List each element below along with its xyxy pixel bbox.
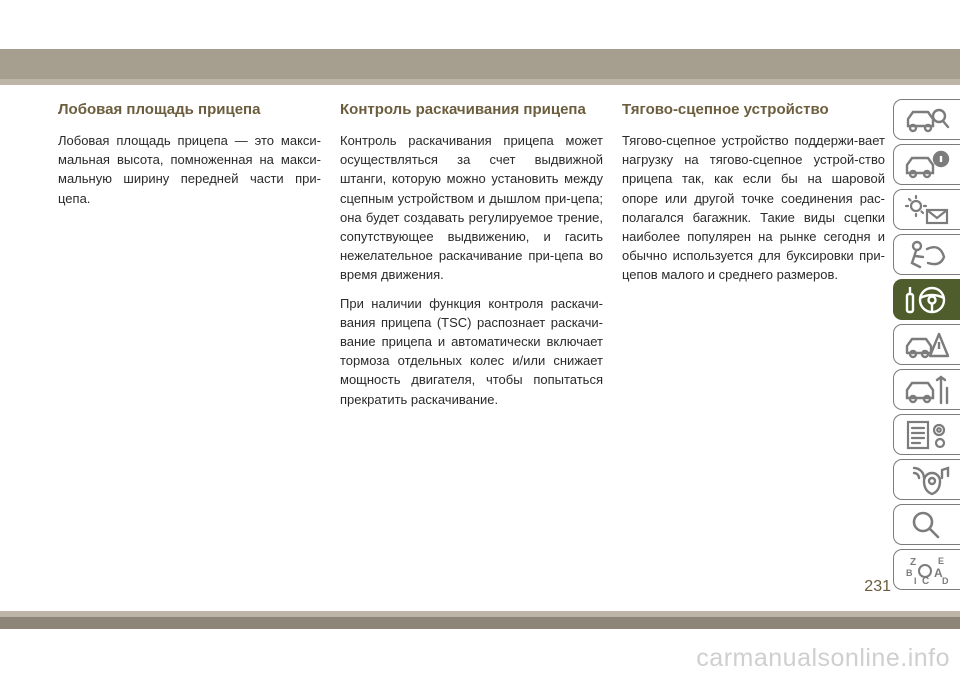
tab-airbag[interactable]: [893, 234, 960, 275]
svg-text:E: E: [938, 555, 945, 566]
svg-text:C: C: [922, 575, 930, 586]
section-paragraph: Контроль раскачивания прицепа может осуществляться за счет выдвижной штанги, которую можно установить между сцепным устройством и дышлом при-цепа; она будет создавать регулируемое трение, сопутствующее выдвижению, и гасить нежелательное раскачивание при-цепа во время движения.: [340, 133, 603, 283]
tab-roadside-warning[interactable]: [893, 324, 960, 365]
section-paragraph: При наличии функция контроля раскачи-вания прицепа (TSC) распознает раскачи-вание прицепа и автоматически включает тормоза отдельных колес и/или снижает мощность двигателя, чтобы попытаться прекратить раскачивание.: [340, 295, 603, 407]
tab-index-search[interactable]: [893, 504, 960, 545]
index-search-icon: [904, 509, 950, 541]
section-title: Лобовая площадь прицепа: [58, 101, 261, 118]
section-title: Тягово-сцепное устройство: [622, 101, 829, 118]
car-info-icon: [904, 149, 950, 181]
car-service-icon: [904, 374, 950, 406]
warning-lights-icon: [904, 194, 950, 226]
watermark: carmanualsonline.info: [696, 644, 950, 672]
tab-car-info[interactable]: [893, 144, 960, 185]
car-search-icon: [904, 104, 950, 136]
roadside-warning-icon: [904, 329, 950, 361]
tab-starting-operating[interactable]: [893, 279, 960, 320]
footer-band: [0, 617, 960, 629]
section-hitch: [622, 101, 885, 294]
section-frontal-area: [58, 101, 321, 217]
svg-text:Z: Z: [910, 556, 917, 568]
svg-text:D: D: [942, 575, 949, 586]
header-band: [0, 49, 960, 79]
svg-text:B: B: [906, 567, 913, 578]
alphabet-index-icon: [904, 554, 950, 586]
specifications-icon: [904, 419, 950, 451]
multimedia-icon: [904, 464, 950, 496]
svg-text:I: I: [914, 575, 917, 586]
section-sway-control: [340, 101, 603, 418]
tab-warning-lights[interactable]: [893, 189, 960, 230]
tab-multimedia[interactable]: [893, 459, 960, 500]
section-paragraph: Тягово-сцепное устройство поддержи-вает нагрузку на тягово-сцепное устрой-ство прицепа так, как если бы на шаровой опоре или другой точке соединения рас-полагался багажник. Такие виды сцепки наиболее популярен на рынке сегодня и обычно используется для буксировки при-цепов малого и среднего размеров.: [622, 133, 885, 283]
tab-alphabet-index[interactable]: [893, 549, 960, 590]
airbag-icon: [904, 239, 950, 271]
svg-text:A: A: [934, 565, 943, 580]
key-steering-wheel-icon: [904, 284, 950, 316]
page-number: 231: [864, 578, 891, 595]
tab-car-search[interactable]: [893, 99, 960, 140]
tab-specifications[interactable]: [893, 414, 960, 455]
tab-car-service[interactable]: [893, 369, 960, 410]
section-paragraph: Лобовая площадь прицепа — это макси-мальная высота, помноженная на макси-мальную ширину передней части при-цепа.: [58, 133, 321, 206]
header-rule: [0, 79, 960, 85]
section-title: Контроль раскачивания прицепа: [340, 101, 586, 118]
